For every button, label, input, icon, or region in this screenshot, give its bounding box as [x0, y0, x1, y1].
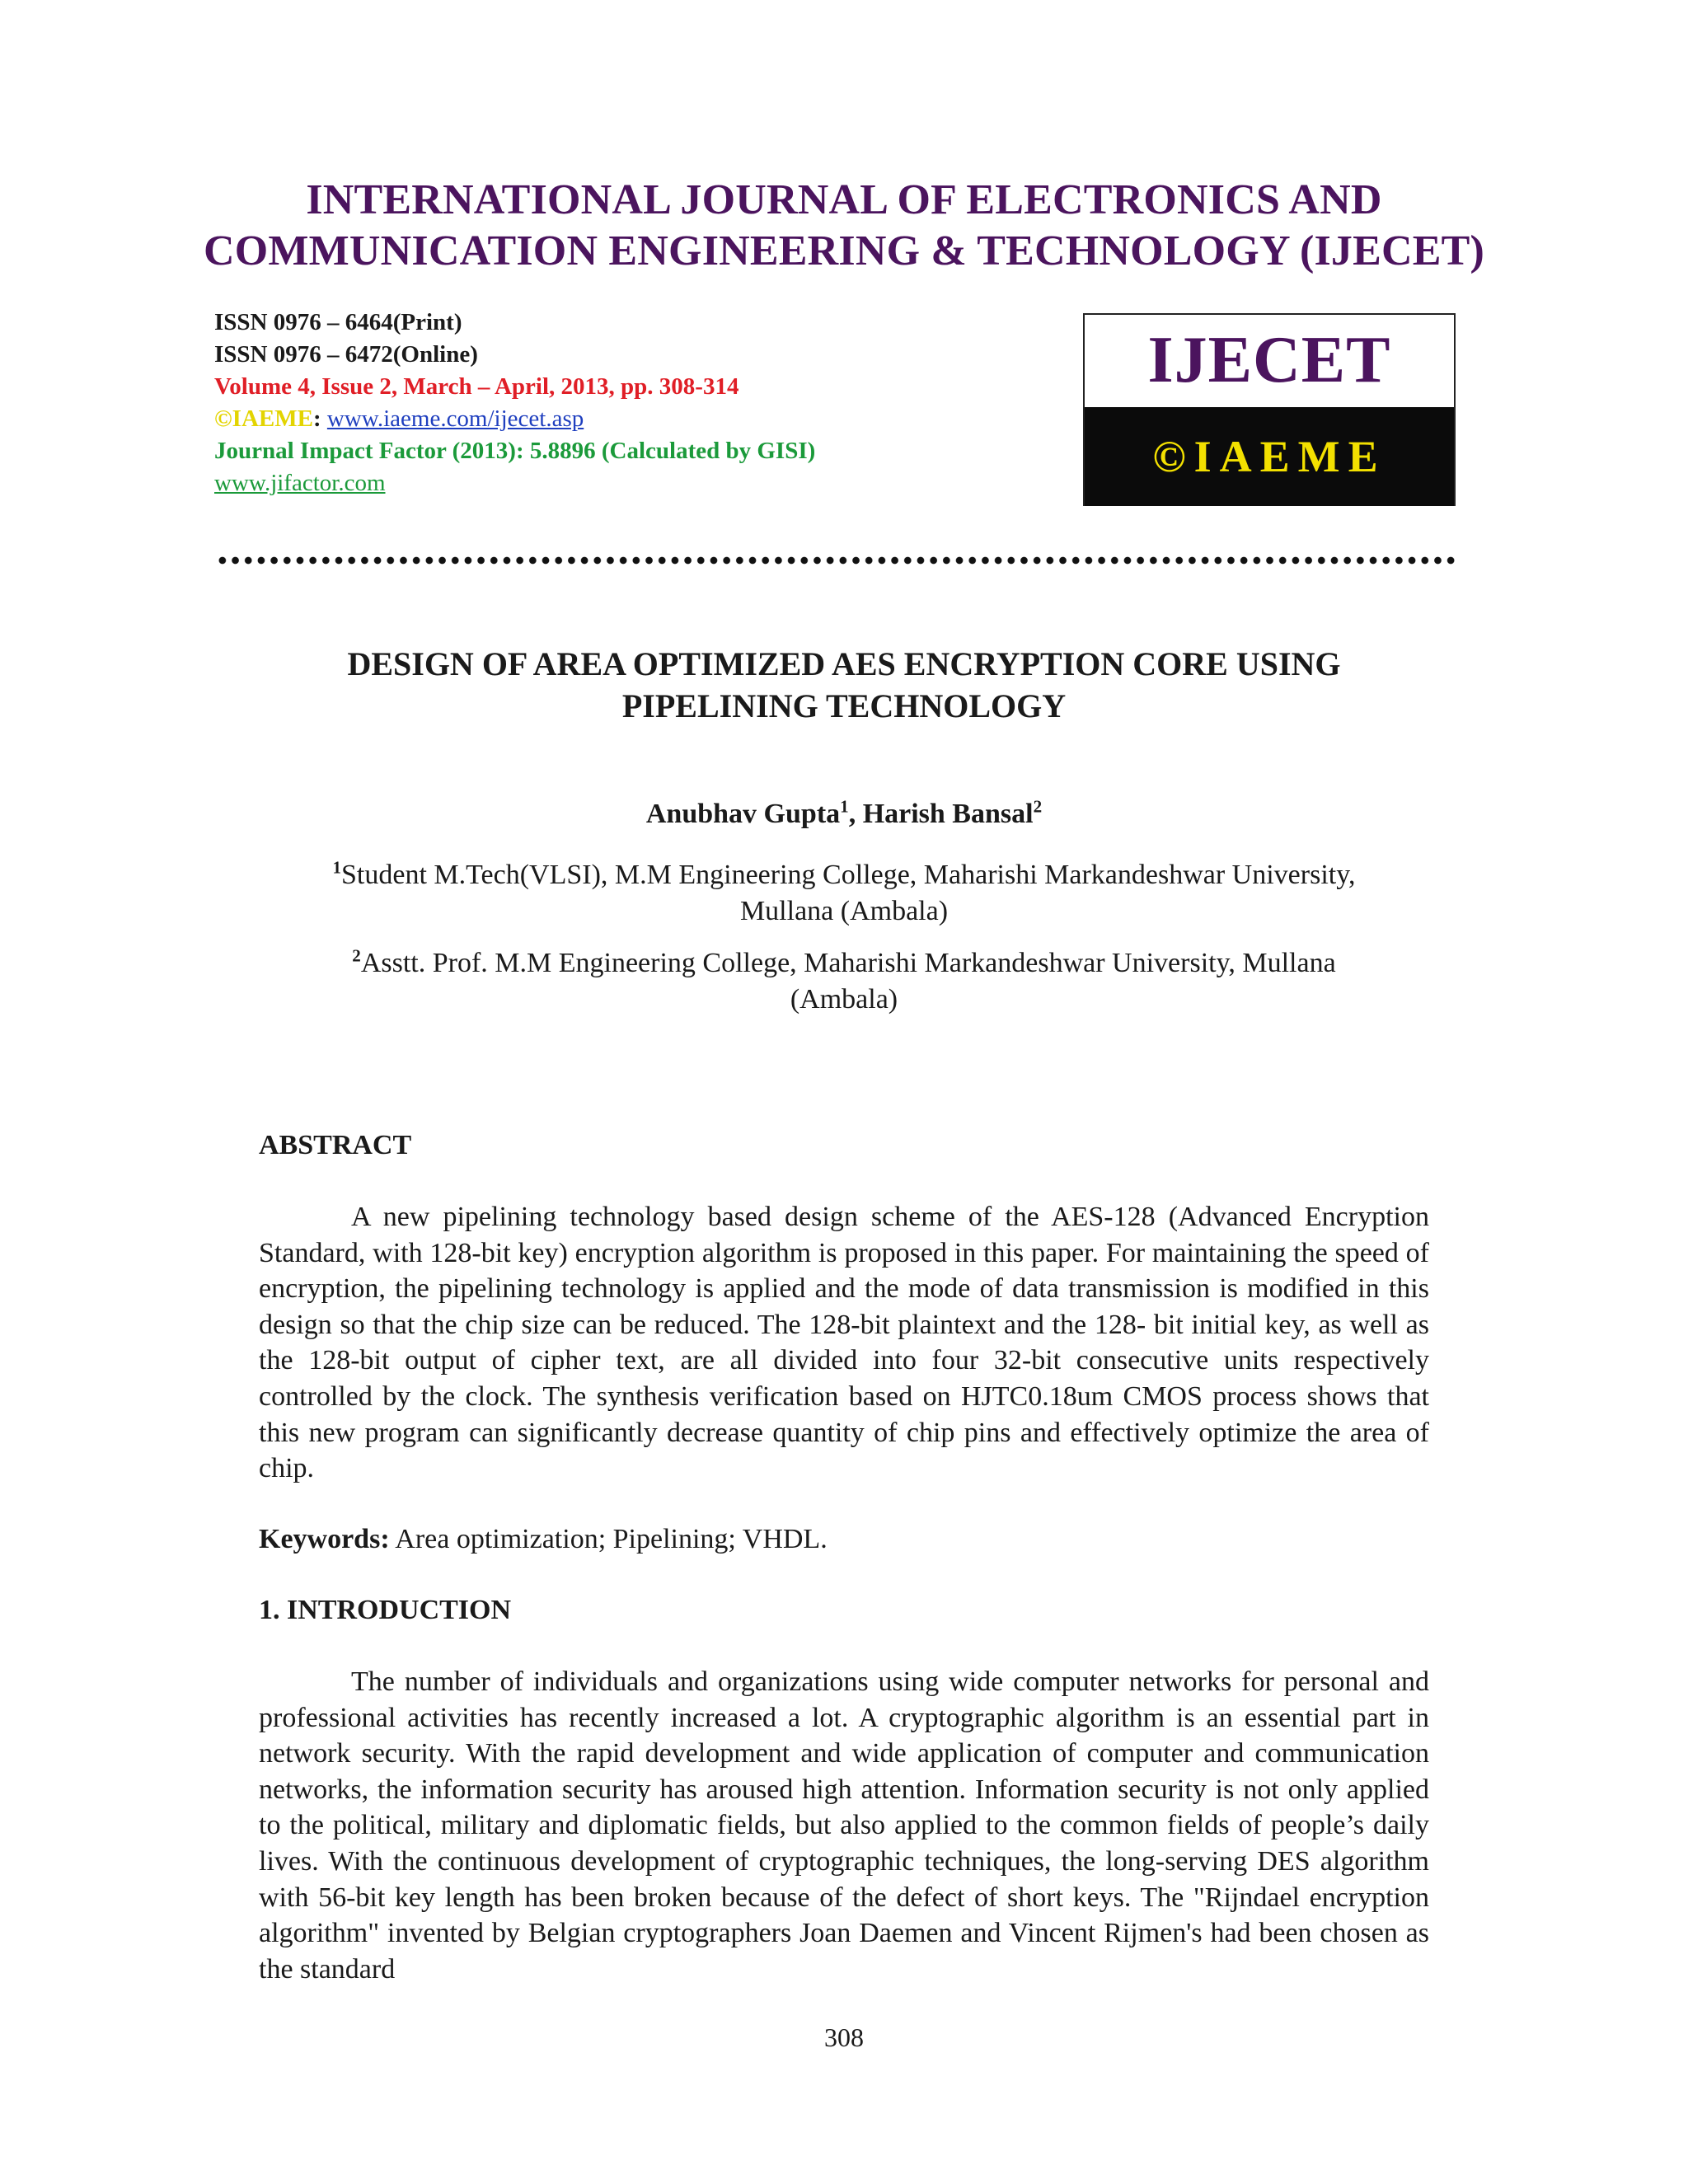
keywords — [259, 1521, 1429, 1558]
author-separator: , — [848, 799, 863, 829]
volume-info: Volume 4, Issue 2, March – April, 2013, pp. 308-314 — [214, 373, 739, 400]
publisher-colon: : — [312, 405, 321, 432]
journal-logo — [1083, 313, 1456, 506]
affiliation-2-line-2: (Ambala) — [790, 984, 898, 1015]
impact-factor-url-link[interactable]: www.jifactor.com — [214, 470, 386, 496]
abstract-heading: ABSTRACT — [259, 1130, 412, 1160]
affiliation-2 — [247, 945, 1441, 1018]
abstract-text: A new pipelining technology based design scheme of the AES-128 (Advanced Encryption Standard, with 128-bit key) encryption algorithm is proposed in this paper. For maintaining the speed of encryption, the pipelining technology is applied and the mode of data transmission is modified in this design so that the chip size can be reduced. The 128-bit plaintext and the 128- bit initial key, as well as the 128-bit output of cipher text, are all divided into four 32-bit consecutive units respectively controlled by the clock. The synthesis verification based on HJTC0.18um CMOS process shows that this new program can significantly decrease quantity of chip pins and effectively optimize the area of chip. — [259, 1202, 1429, 1484]
issn-print: ISSN 0976 – 6464(Print) — [214, 309, 462, 335]
keywords-label: Keywords: — [259, 1524, 390, 1554]
journal-meta — [214, 307, 815, 499]
affiliation-1-sup: 1 — [332, 857, 342, 878]
author-1-sup: 1 — [840, 796, 849, 817]
introduction-text: The number of individuals and organizations using wide computer networks for personal and professional activities has recently increased a lot. A cryptographic algorithm is an essential part in network security. With the rapid development and wide application of computer and communication networks, the information security has aroused high attention. Information security is not only applied to the political, military and diplomatic fields, but also applied to the common fields of people’s daily lives. With the continuous development of cryptographic techniques, the long-serving DES algorithm with 56-bit key length has been broken because of the defect of short keys. The "Rijndael encryption algorithm" invented by Belgian cryptographers Joan Daemen and Vincent Rijmen's had been chosen as the standard — [259, 1666, 1429, 1985]
copyright-symbol: © — [214, 405, 232, 432]
introduction-heading: 1. INTRODUCTION — [259, 1595, 512, 1625]
keywords-text: Area optimization; Pipelining; VHDL. — [389, 1524, 828, 1554]
logo-publisher: ©IAEME — [1085, 407, 1454, 506]
journal-title-line-2: COMMUNICATION ENGINEERING & TECHNOLOGY (IJECET) — [203, 227, 1485, 274]
author-2-sup: 2 — [1033, 796, 1043, 817]
paper-title — [0, 643, 1688, 727]
dotted-divider — [216, 555, 1456, 565]
author-1: Anubhav Gupta — [645, 799, 841, 829]
affiliation-1 — [247, 857, 1441, 930]
affiliation-1-line-2: Mullana (Ambala) — [739, 896, 949, 926]
publisher-url-link[interactable]: www.iaeme.com/ijecet.asp — [326, 405, 584, 432]
journal-title-line-1: INTERNATIONAL JOURNAL OF ELECTRONICS AND — [306, 176, 1382, 223]
page-number: 308 — [824, 2022, 864, 2052]
affiliation-2-sup: 2 — [352, 945, 361, 966]
logo-title: IJECET — [1147, 323, 1391, 396]
publisher-line — [214, 403, 815, 435]
paper-title-line-2: PIPELINING TECHNOLOGY — [621, 687, 1067, 724]
author-2: Harish Bansal — [862, 799, 1034, 829]
journal-title — [0, 175, 1688, 277]
publisher-name: IAEME — [232, 405, 313, 432]
paper-title-line-1: DESIGN OF AREA OPTIMIZED AES ENCRYPTION CORE USING — [347, 645, 1341, 682]
authors — [0, 796, 1688, 832]
affiliation-2-line-1: Asstt. Prof. M.M Engineering College, Maharishi Markandeshwar University, Mullana — [360, 948, 1336, 978]
affiliation-1-line-1: Student M.Tech(VLSI), M.M Engineering College, Maharishi Markandeshwar University, — [341, 860, 1356, 890]
issn-online: ISSN 0976 – 6472(Online) — [214, 341, 478, 368]
impact-factor: Journal Impact Factor (2013): 5.8896 (Calculated by GISI) — [214, 438, 816, 464]
